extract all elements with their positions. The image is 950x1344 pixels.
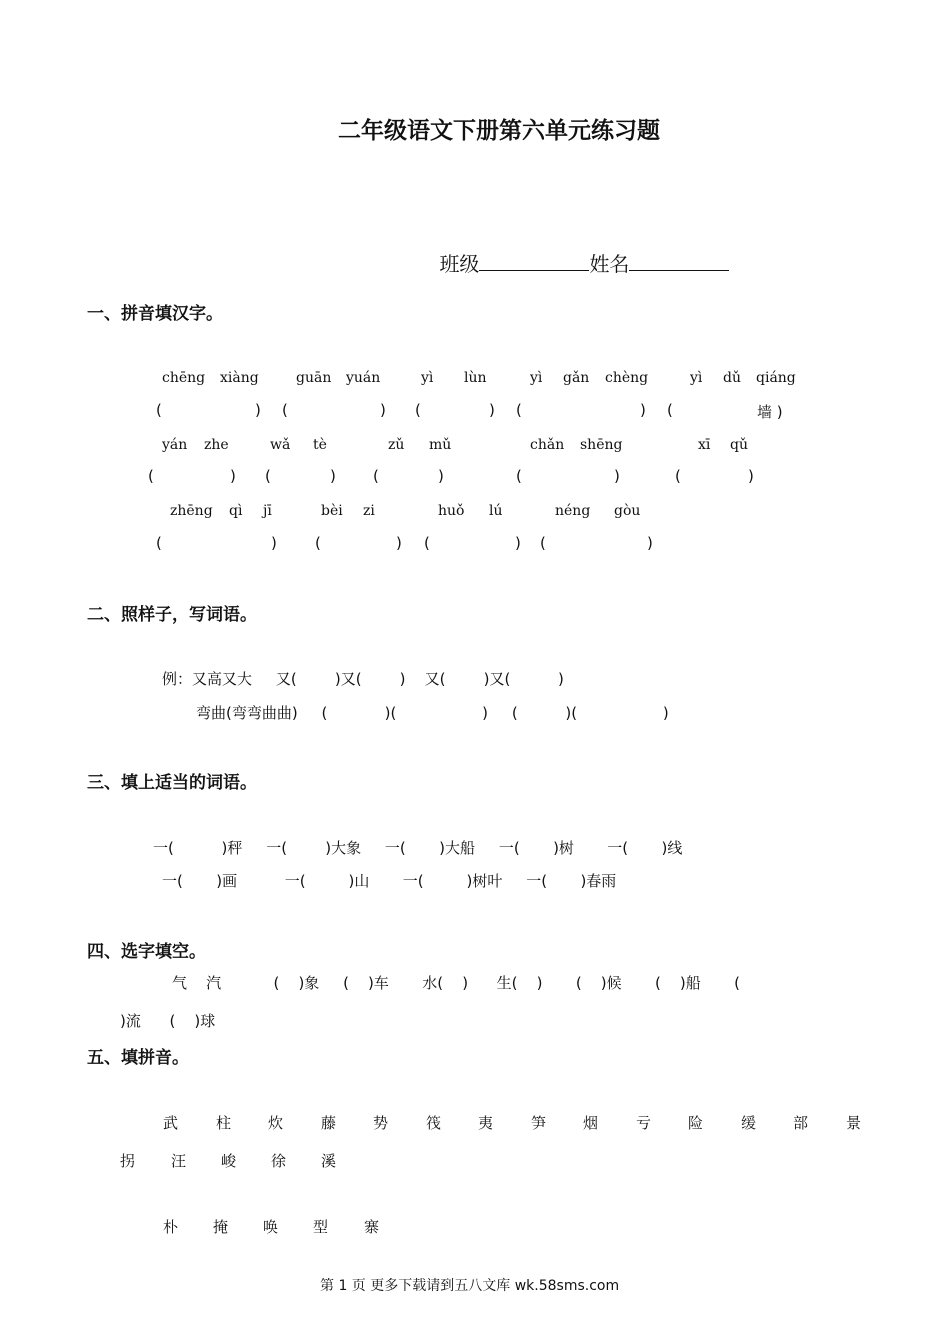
character: 炊 xyxy=(268,1114,284,1132)
paren-close: ) xyxy=(515,534,521,552)
paren-close: ) xyxy=(614,467,620,485)
paren-close: ) xyxy=(255,401,261,419)
paren-open: ( xyxy=(516,467,522,485)
character: 溪 xyxy=(321,1152,337,1170)
pinyin: lú xyxy=(489,503,503,519)
section-5-heading: 五、填拼音。 xyxy=(87,1048,189,1068)
paren-close: ) xyxy=(438,467,444,485)
pinyin: yán xyxy=(162,437,188,453)
section-3-heading: 三、填上适当的词语。 xyxy=(87,773,257,793)
pinyin: néng xyxy=(555,503,591,519)
choose-char-line-1[interactable]: 气 汽 ( )象 ( )车 水( ) 生( ) ( )候 ( )船 ( xyxy=(172,974,740,992)
character: 缓 xyxy=(741,1114,757,1132)
character: 亏 xyxy=(636,1114,652,1132)
student-info xyxy=(414,224,729,301)
character: 险 xyxy=(688,1114,704,1132)
pinyin: yì xyxy=(690,370,703,386)
paren-close: ) xyxy=(748,467,754,485)
example-line-1[interactable]: 例：又高又大 又( )又( ) 又( )又( ) xyxy=(162,670,564,688)
name-label: 姓名 xyxy=(589,252,630,276)
pinyin: yì xyxy=(530,370,543,386)
character: 寨 xyxy=(364,1218,380,1236)
pinyin: yuán xyxy=(346,370,381,386)
paren-close: ) xyxy=(396,534,402,552)
pinyin: qì xyxy=(229,503,243,519)
character: 筏 xyxy=(426,1114,442,1132)
page-footer: 第 1 页 更多下载请到五八文库 wk.58sms.com xyxy=(320,1278,620,1294)
paren-close: ) xyxy=(230,467,236,485)
section-1-heading: 一、拼音填汉字。 xyxy=(87,304,223,324)
pinyin: lùn xyxy=(464,370,487,386)
pinyin: gòu xyxy=(614,503,641,519)
paren-open: ( xyxy=(415,401,421,419)
pinyin: guān xyxy=(296,370,332,386)
paren-close: ) xyxy=(271,534,277,552)
pinyin: shēng xyxy=(580,437,623,453)
name-blank[interactable] xyxy=(629,250,729,271)
pinyin: jī xyxy=(263,503,272,519)
character: 武 xyxy=(163,1114,179,1132)
paren-close: ) xyxy=(489,401,495,419)
pinyin: dǔ xyxy=(723,370,741,386)
pinyin: chēng xyxy=(162,370,206,386)
paren-open: ( xyxy=(373,467,379,485)
class-blank[interactable] xyxy=(479,250,589,271)
character: 藤 xyxy=(321,1114,337,1132)
paren-open: ( xyxy=(424,534,430,552)
character: 峻 xyxy=(221,1152,237,1170)
example-line-2[interactable]: 弯曲(弯弯曲曲) ( )( ) ( )( ) xyxy=(196,704,669,722)
pinyin: qiáng xyxy=(756,370,796,386)
page-title: 二年级语文下册第六单元练习题 xyxy=(338,118,660,144)
pinyin: qǔ xyxy=(730,437,748,453)
pinyin: zi xyxy=(363,503,375,519)
pinyin: zhēng xyxy=(170,503,213,519)
pinyin: chèng xyxy=(605,370,649,386)
character: 朴 xyxy=(163,1218,179,1236)
pinyin: xī xyxy=(698,437,711,453)
section-4-heading: 四、选字填空。 xyxy=(87,942,206,962)
paren-close: ) xyxy=(640,401,646,419)
paren-open: ( xyxy=(156,401,162,419)
pinyin: gǎn xyxy=(563,370,590,386)
pinyin: zǔ xyxy=(388,437,405,453)
paren-open: ( xyxy=(675,467,681,485)
paren-open: ( xyxy=(282,401,288,419)
paren-close: ) xyxy=(330,467,336,485)
measure-words-line-1[interactable]: 一( )秤 一( )大象 一( )大船 一( )树 一( )线 xyxy=(153,839,683,857)
character: 拐 xyxy=(120,1152,136,1170)
pinyin: wǎ xyxy=(270,437,291,453)
character: 景 xyxy=(846,1114,862,1132)
character: 唤 xyxy=(263,1218,279,1236)
paren-close-with-char: 墙 ) xyxy=(757,403,783,421)
character: 柱 xyxy=(216,1114,232,1132)
character: 烟 xyxy=(583,1114,599,1132)
paren-open: ( xyxy=(156,534,162,552)
section-2-heading: 二、照样子，写词语。 xyxy=(87,605,257,625)
character: 型 xyxy=(313,1218,329,1236)
paren-close: ) xyxy=(380,401,386,419)
pinyin: tè xyxy=(313,437,327,453)
character: 夷 xyxy=(478,1114,494,1132)
paren-open: ( xyxy=(265,467,271,485)
pinyin: huǒ xyxy=(438,503,465,519)
pinyin: bèi xyxy=(321,503,343,519)
choose-char-line-2[interactable]: )流 ( )球 xyxy=(120,1012,216,1030)
character: 汪 xyxy=(171,1152,187,1170)
paren-open: ( xyxy=(540,534,546,552)
pinyin: yì xyxy=(421,370,434,386)
pinyin: xiàng xyxy=(220,370,259,386)
measure-words-line-2[interactable]: 一( )画 一( )山 一( )树叶 一( )春雨 xyxy=(162,872,617,890)
paren-close: ) xyxy=(647,534,653,552)
paren-open: ( xyxy=(516,401,522,419)
paren-open: ( xyxy=(315,534,321,552)
pinyin: zhe xyxy=(204,437,229,453)
character: 笋 xyxy=(531,1114,547,1132)
paren-open: ( xyxy=(667,401,673,419)
character: 徐 xyxy=(271,1152,287,1170)
paren-open: ( xyxy=(148,467,154,485)
pinyin: mǔ xyxy=(429,437,452,453)
class-label: 班级 xyxy=(439,252,480,276)
pinyin: chǎn xyxy=(530,437,565,453)
character: 掩 xyxy=(213,1218,229,1236)
character: 部 xyxy=(793,1114,809,1132)
character: 势 xyxy=(373,1114,389,1132)
